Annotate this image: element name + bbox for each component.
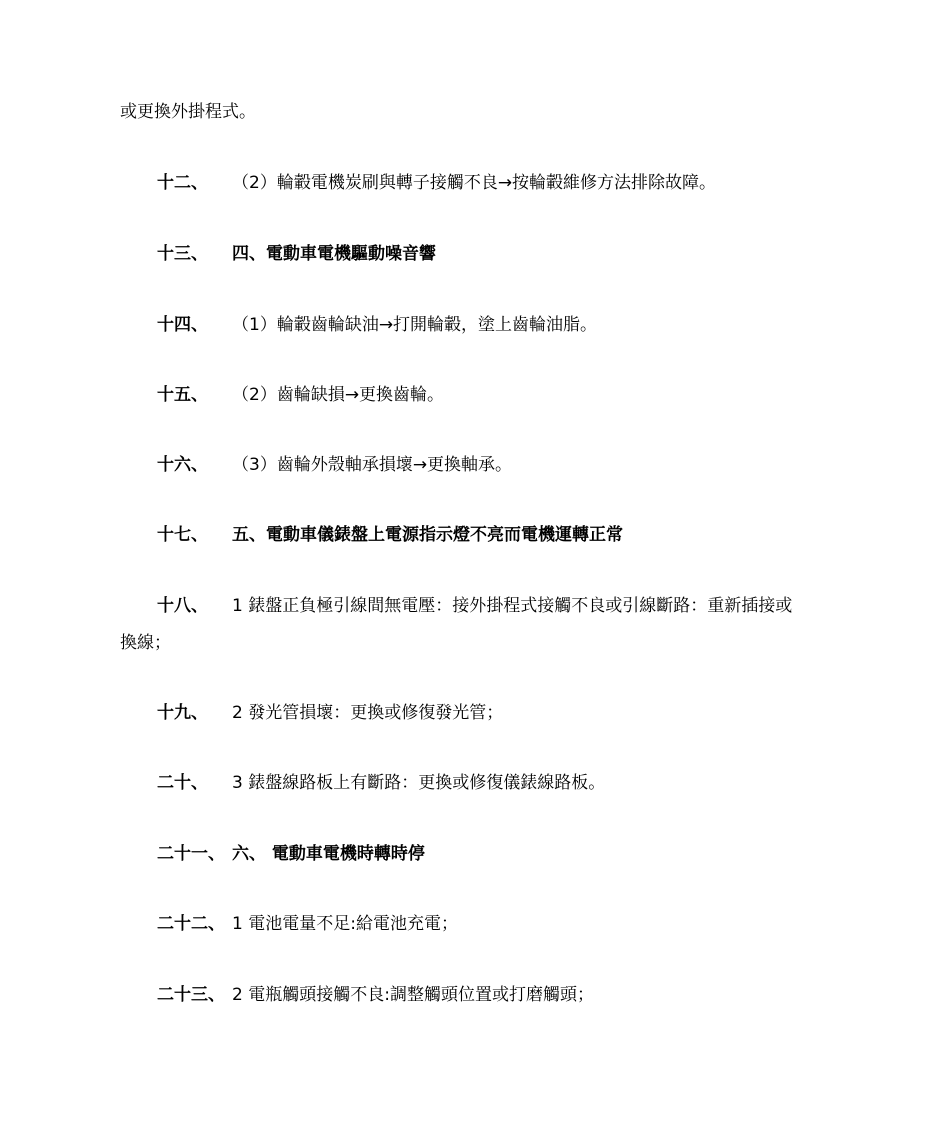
- list-text: 2 電瓶觸頭接觸不良:調整觸頭位置或打磨觸頭；: [232, 985, 594, 1005]
- list-number: 十五、: [157, 385, 208, 405]
- list-text: （2）齒輪缺損→更換齒輪。: [232, 385, 445, 405]
- list-text: 1 電池電量不足:給電池充電；: [232, 914, 458, 934]
- list-number: 十六、: [157, 455, 208, 475]
- list-text: 3 錶盤線路板上有斷路：更換或修復儀錶線路板。: [232, 773, 606, 793]
- list-text: 1 錶盤正負極引線間無電壓：接外掛程式接觸不良或引線斷路：重新插接或: [232, 596, 793, 616]
- list-number: 十九、: [157, 703, 208, 723]
- list-text: （3）齒輪外殼軸承損壞→更換軸承。: [232, 455, 513, 475]
- list-number: 二十二、: [157, 914, 225, 934]
- section-heading: 五、電動車儀錶盤上電源指示燈不亮而電機運轉正常: [232, 525, 623, 545]
- list-number: 十二、: [157, 173, 208, 193]
- list-number: 十四、: [157, 315, 208, 335]
- list-number: 二十、: [157, 773, 208, 793]
- list-number: 十八、: [157, 596, 208, 616]
- list-number: 十三、: [157, 244, 208, 264]
- paragraph-text: 或更換外掛程式。: [120, 102, 256, 122]
- section-heading: 四、電動車電機驅動噪音響: [232, 244, 436, 264]
- list-number: 十七、: [157, 525, 208, 545]
- list-number: 二十一、: [157, 844, 225, 864]
- section-heading: 六、 電動車電機時轉時停: [232, 844, 425, 864]
- list-number: 二十三、: [157, 985, 225, 1005]
- list-text: 2 發光管損壞：更換或修復發光管；: [232, 703, 504, 723]
- list-text-continuation: 換線；: [120, 633, 171, 653]
- list-text: （2）輪轂電機炭刷與轉子接觸不良→按輪轂維修方法排除故障。: [232, 173, 717, 193]
- list-text: （1）輪轂齒輪缺油→打開輪轂，塗上齒輪油脂。: [232, 315, 598, 335]
